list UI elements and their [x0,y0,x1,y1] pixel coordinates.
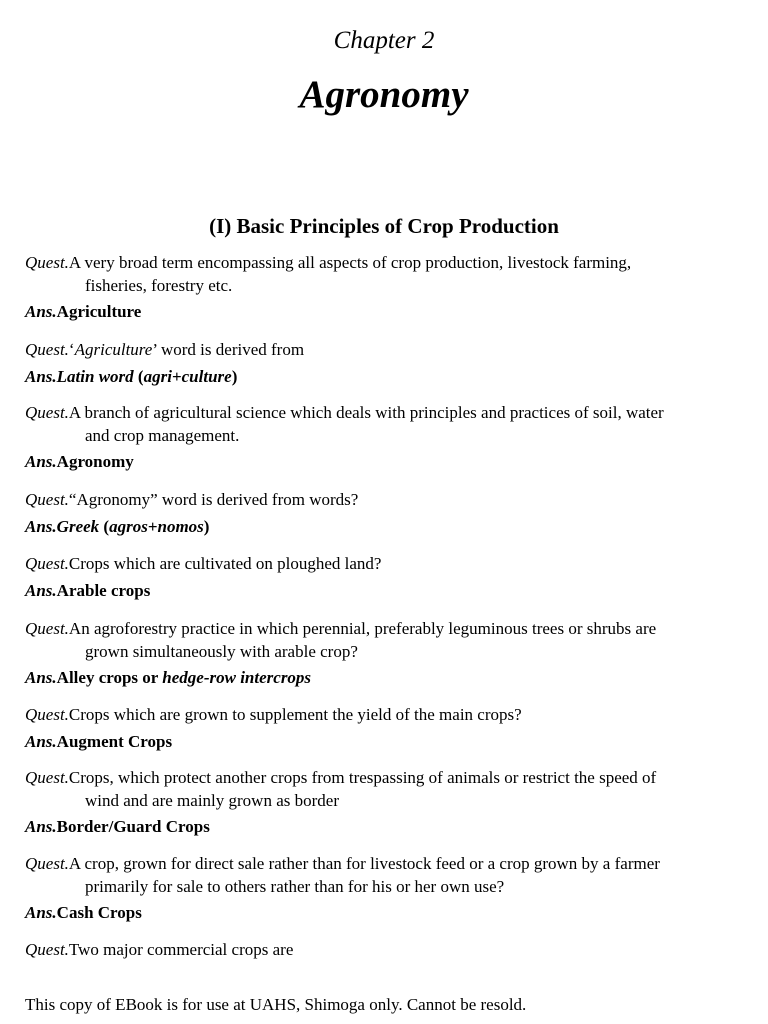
question-text-pre: ‘ [68,340,75,359]
answer [25,816,745,838]
answer-text: Agriculture [56,302,142,321]
answer [25,667,745,689]
question [25,767,745,812]
question [25,704,745,727]
question-text: Crops, which protect another crops from trespassing of animals or restrict the speed of [68,768,657,787]
ebook-notice: This copy of EBook is for use at UAHS, Shimoga only. Cannot be resold. [25,995,527,1014]
qa-item-1 [25,252,745,323]
question-continuation: primarily for sale to others rather than for his or her own use? [85,876,505,896]
answer-paren-close: ) [231,366,238,386]
answer [25,301,745,323]
answer-paren-open: ( [133,366,144,386]
quest-label: Quest. [25,940,69,959]
ans-label: Ans. [25,731,57,751]
quest-label: Quest. [25,554,69,573]
answer-part-1: agros [109,516,148,536]
ans-label: Ans. [25,817,57,836]
question-text-post: ’ word is derived from [152,340,305,359]
question [25,853,745,898]
quest-label: Quest. [25,403,69,422]
chapter-label: Chapter 2 [333,27,435,54]
qa-item-6 [25,618,745,689]
question [25,252,745,297]
question-text: A very broad term encompassing all aspects of crop production, livestock farming, [68,253,632,272]
answer-text: Cash Crops [56,903,142,922]
answer-text-italic: Latin word [56,366,134,386]
quest-label: Quest. [25,854,69,873]
answer-paren-close: ) [203,516,210,536]
qa-item-5 [25,553,745,602]
answer [25,902,745,924]
answer-text: Alley crops or [56,668,163,687]
answer-part-1: agri [143,366,172,386]
question-text: Two major commercial crops are [68,940,294,959]
question [25,939,745,962]
answer [25,580,745,602]
question [25,339,745,362]
qa-item-3 [25,402,745,473]
quest-label: Quest. [25,490,69,509]
question-text: Crops which are cultivated on ploughed land? [68,554,382,573]
section-heading: (I) Basic Principles of Crop Production [209,214,559,238]
quest-label: Quest. [25,340,69,359]
question [25,402,745,447]
question-text: Crops which are grown to supplement the yield of the main crops? [68,705,522,724]
quest-label: Quest. [25,253,69,272]
quest-label: Quest. [25,768,69,787]
question [25,618,745,663]
answer-part-2: nomos [157,516,204,536]
answer-text: Agronomy [56,452,134,471]
ans-label: Ans. [25,452,57,471]
question-text: A branch of agricultural science which deals with principles and practices of soil, water [68,403,664,422]
answer [25,366,745,388]
answer-text-italic: Greek [56,516,100,536]
answer-part-2: culture [181,366,232,386]
question-continuation: and crop management. [85,425,240,445]
answer [25,731,745,753]
question-text: A crop, grown for direct sale rather than for livestock feed or a crop grown by a farmer [68,854,660,873]
quest-label: Quest. [25,705,69,724]
question [25,553,745,576]
question-text: An agroforestry practice in which perennial, preferably leguminous trees or shrubs are [68,619,657,638]
qa-item-8 [25,767,745,838]
ans-label: Ans. [25,366,57,386]
ans-label: Ans. [25,668,57,687]
qa-item-7 [25,704,745,753]
question [25,489,745,512]
quest-label: Quest. [25,619,69,638]
question-continuation: fisheries, forestry etc. [85,275,233,295]
ans-label: Ans. [25,516,57,536]
answer-plus: + [147,516,158,536]
question-continuation: wind and are mainly grown as border [85,790,339,810]
ans-label: Ans. [25,580,57,600]
question-text-italic: Agriculture [74,340,153,359]
qa-item-4 [25,489,745,538]
answer-plus: + [171,366,182,386]
answer-text: Border/Guard Crops [56,817,210,836]
ans-label: Ans. [25,302,57,321]
answer-text-italic: hedge-row intercrops [162,668,312,687]
answer-text: Augment Crops [56,731,173,751]
question-continuation: grown simultaneously with arable crop? [85,641,358,661]
qa-item-2 [25,339,745,388]
qa-item-10 [25,939,745,962]
answer [25,451,745,473]
page-title: Agronomy [299,73,469,116]
qa-item-9 [25,853,745,924]
answer-text: Arable crops [56,580,151,600]
answer-paren-open: ( [99,516,110,536]
question-text: “Agronomy” word is derived from words? [68,490,359,509]
answer [25,516,745,538]
ans-label: Ans. [25,903,57,922]
